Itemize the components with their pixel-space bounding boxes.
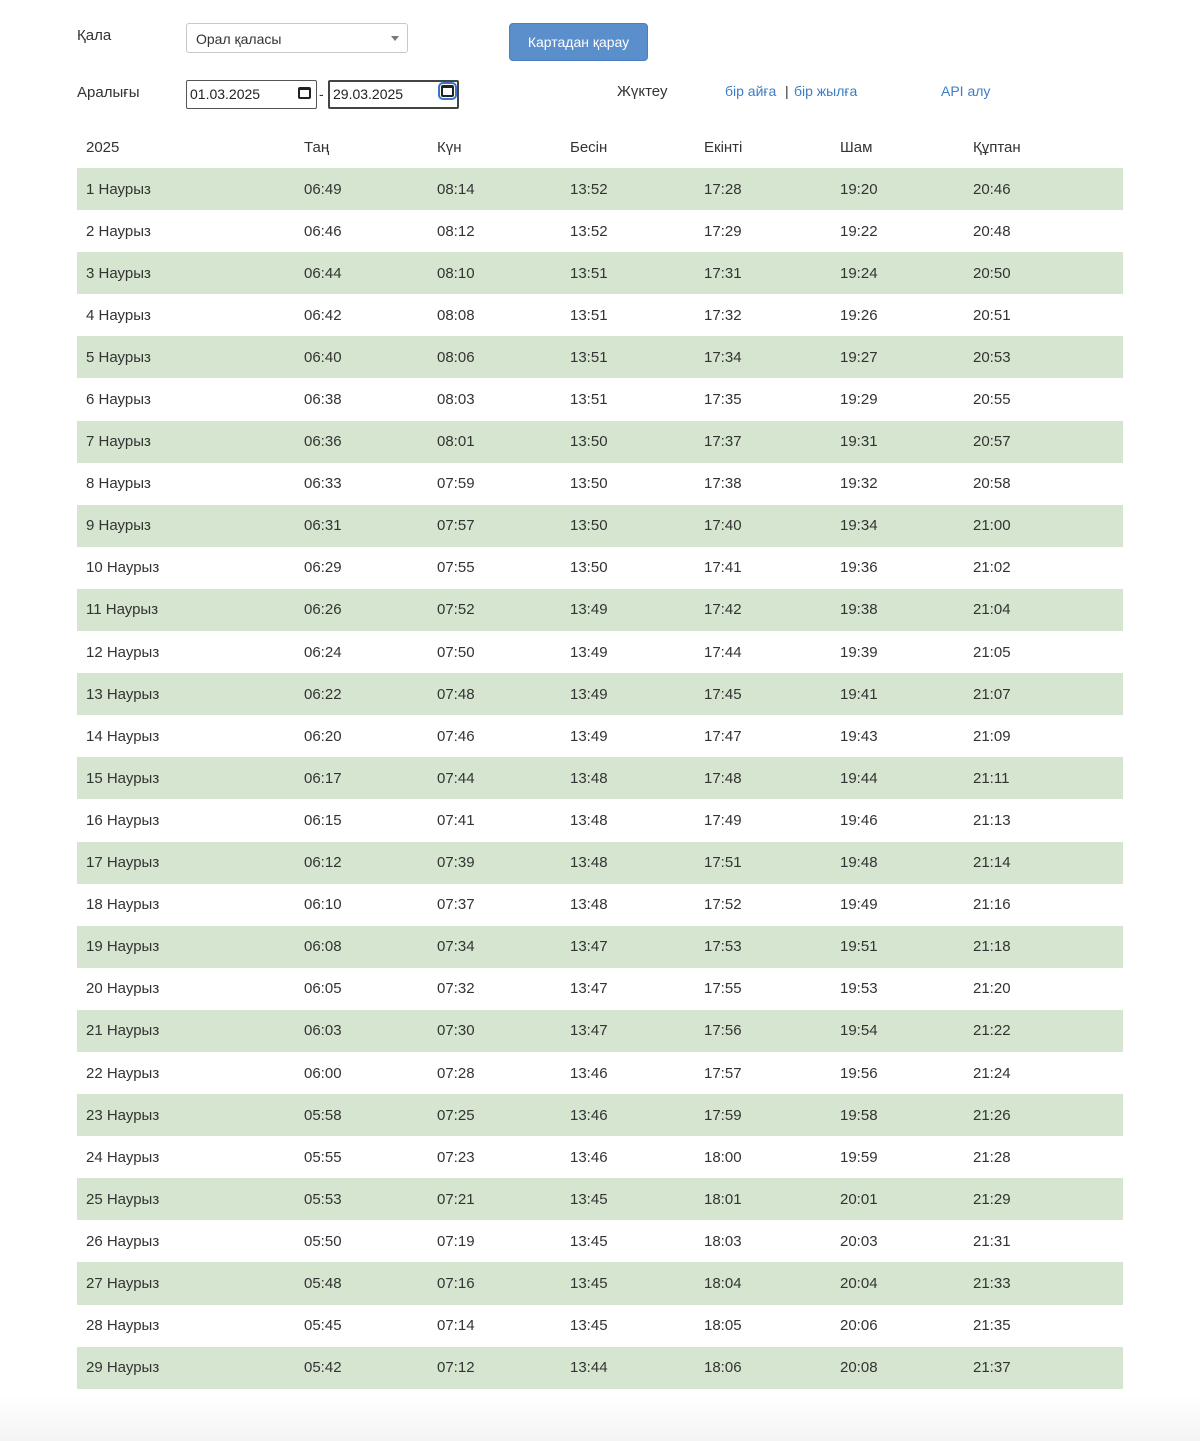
date-cell: 11 Наурыз (86, 601, 159, 619)
sham-cell: 19:53 (840, 980, 878, 998)
date-cell: 25 Наурыз (86, 1190, 160, 1208)
kun-cell: 07:30 (437, 1022, 475, 1040)
date-cell: 20 Наурыз (86, 980, 160, 998)
sham-cell: 19:20 (840, 180, 878, 198)
tan-cell: 05:53 (304, 1190, 342, 1208)
besin-cell: 13:49 (570, 643, 608, 661)
date-from-value: 01.03.2025 (190, 86, 261, 102)
kun-cell: 07:48 (437, 685, 475, 703)
kuptan-cell: 21:14 (973, 854, 1011, 872)
city-select-value: Орал қаласы (196, 31, 282, 47)
download-year-link[interactable]: бір жылға (794, 83, 858, 99)
ekinti-cell: 18:05 (704, 1317, 742, 1335)
kuptan-cell: 21:16 (973, 896, 1011, 914)
besin-cell: 13:48 (570, 811, 608, 829)
kun-cell: 07:55 (437, 559, 475, 577)
download-links-separator: | (785, 83, 789, 99)
besin-cell: 13:51 (570, 391, 608, 409)
date-to-input[interactable] (328, 80, 459, 109)
kuptan-cell: 21:33 (973, 1274, 1011, 1292)
besin-cell: 13:46 (570, 1106, 608, 1124)
table-row (77, 505, 1123, 547)
table-row (77, 799, 1123, 841)
tan-cell: 06:24 (304, 643, 342, 661)
ekinti-cell: 17:34 (704, 348, 742, 366)
sham-cell: 19:32 (840, 475, 878, 493)
besin-cell: 13:46 (570, 1148, 608, 1166)
view-on-map-button[interactable]: Картадан қарау (509, 23, 648, 61)
besin-cell: 13:44 (570, 1359, 608, 1377)
date-from-input[interactable] (186, 80, 317, 109)
ekinti-cell: 17:41 (704, 559, 742, 577)
date-cell: 12 Наурыз (86, 643, 160, 661)
tan-cell: 06:49 (304, 180, 342, 198)
ekinti-cell: 18:01 (704, 1190, 742, 1208)
date-cell: 1 Наурыз (86, 180, 151, 198)
kun-cell: 07:23 (437, 1148, 475, 1166)
sham-cell: 19:59 (840, 1148, 878, 1166)
table-row (77, 294, 1123, 336)
ekinti-cell: 18:00 (704, 1148, 742, 1166)
date-cell: 22 Наурыз (86, 1064, 160, 1082)
kun-cell: 07:19 (437, 1232, 475, 1250)
ekinti-cell: 17:35 (704, 391, 742, 409)
tan-cell: 06:17 (304, 769, 342, 787)
table-row (77, 547, 1123, 589)
date-cell: 23 Наурыз (86, 1106, 160, 1124)
besin-cell: 13:47 (570, 1022, 608, 1040)
table-row (77, 1136, 1123, 1178)
table-row (77, 252, 1123, 294)
ekinti-cell: 17:49 (704, 811, 742, 829)
kuptan-cell: 20:57 (973, 433, 1011, 451)
kun-cell: 07:44 (437, 769, 475, 787)
date-cell: 15 Наурыз (86, 769, 160, 787)
city-label: Қала (77, 27, 112, 44)
besin-cell: 13:50 (570, 433, 608, 451)
kun-cell: 07:21 (437, 1190, 475, 1208)
sham-cell: 20:01 (840, 1190, 878, 1208)
sham-cell: 19:41 (840, 685, 878, 703)
besin-cell: 13:45 (570, 1190, 608, 1208)
tan-cell: 06:10 (304, 896, 342, 914)
header-sham: Шам (840, 138, 873, 156)
date-cell: 28 Наурыз (86, 1317, 160, 1335)
sham-cell: 20:03 (840, 1232, 878, 1250)
tan-cell: 05:50 (304, 1232, 342, 1250)
ekinti-cell: 18:06 (704, 1359, 742, 1377)
ekinti-cell: 17:44 (704, 643, 742, 661)
table-row (77, 589, 1123, 631)
besin-cell: 13:50 (570, 559, 608, 577)
table-row (77, 463, 1123, 505)
sham-cell: 20:04 (840, 1274, 878, 1292)
kuptan-cell: 21:22 (973, 1022, 1011, 1040)
table-row (77, 1010, 1123, 1052)
tan-cell: 06:46 (304, 222, 342, 240)
tan-cell: 05:42 (304, 1359, 342, 1377)
besin-cell: 13:51 (570, 264, 608, 282)
date-cell: 18 Наурыз (86, 896, 160, 914)
kuptan-cell: 21:29 (973, 1190, 1011, 1208)
kun-cell: 08:08 (437, 306, 475, 324)
date-cell: 4 Наурыз (86, 306, 151, 324)
tan-cell: 06:00 (304, 1064, 342, 1082)
kuptan-cell: 20:53 (973, 348, 1011, 366)
kun-cell: 08:03 (437, 391, 475, 409)
date-cell: 5 Наурыз (86, 348, 151, 366)
sham-cell: 19:51 (840, 938, 878, 956)
table-row (77, 757, 1123, 799)
besin-cell: 13:52 (570, 180, 608, 198)
besin-cell: 13:48 (570, 896, 608, 914)
sham-cell: 19:24 (840, 264, 878, 282)
ekinti-cell: 17:48 (704, 769, 742, 787)
prayer-times-table (77, 126, 1123, 1389)
kun-cell: 08:14 (437, 180, 475, 198)
header-kun: Күн (437, 138, 462, 156)
ekinti-cell: 17:42 (704, 601, 742, 619)
date-cell: 14 Наурыз (86, 727, 160, 745)
kuptan-cell: 20:48 (973, 222, 1011, 240)
tan-cell: 05:58 (304, 1106, 342, 1124)
kun-cell: 07:28 (437, 1064, 475, 1082)
kuptan-cell: 21:28 (973, 1148, 1011, 1166)
table-row (77, 631, 1123, 673)
date-cell: 16 Наурыз (86, 811, 160, 829)
kuptan-cell: 21:11 (973, 769, 1010, 787)
ekinti-cell: 17:59 (704, 1106, 742, 1124)
date-cell: 21 Наурыз (86, 1022, 160, 1040)
date-cell: 6 Наурыз (86, 391, 151, 409)
besin-cell: 13:48 (570, 769, 608, 787)
tan-cell: 06:31 (304, 517, 342, 535)
ekinti-cell: 17:53 (704, 938, 742, 956)
tan-cell: 06:42 (304, 306, 342, 324)
date-cell: 8 Наурыз (86, 475, 151, 493)
kuptan-cell: 21:18 (973, 938, 1011, 956)
table-row (77, 968, 1123, 1010)
tan-cell: 06:29 (304, 559, 342, 577)
kun-cell: 08:10 (437, 264, 475, 282)
calendar-icon[interactable] (441, 85, 454, 97)
besin-cell: 13:45 (570, 1317, 608, 1335)
table-row (77, 210, 1123, 252)
header-besin: Бесін (570, 138, 608, 156)
calendar-icon[interactable] (298, 87, 311, 99)
kuptan-cell: 21:35 (973, 1317, 1011, 1335)
besin-cell: 13:49 (570, 685, 608, 703)
date-range-separator: - (319, 86, 324, 102)
date-cell: 17 Наурыз (86, 854, 160, 872)
tan-cell: 06:05 (304, 980, 342, 998)
kuptan-cell: 20:58 (973, 475, 1011, 493)
table-row (77, 1305, 1123, 1347)
date-cell: 7 Наурыз (86, 433, 151, 451)
kuptan-cell: 21:04 (973, 601, 1011, 619)
kuptan-cell: 21:26 (973, 1106, 1011, 1124)
kun-cell: 07:32 (437, 980, 475, 998)
tan-cell: 06:44 (304, 264, 342, 282)
kun-cell: 07:25 (437, 1106, 475, 1124)
date-cell: 9 Наурыз (86, 517, 151, 535)
kuptan-cell: 20:50 (973, 264, 1011, 282)
download-month-link[interactable]: бір айға (725, 83, 777, 99)
besin-cell: 13:47 (570, 980, 608, 998)
ekinti-cell: 17:32 (704, 306, 742, 324)
besin-cell: 13:48 (570, 854, 608, 872)
kun-cell: 07:50 (437, 643, 475, 661)
range-label: Аралығы (77, 84, 140, 101)
kuptan-cell: 21:20 (973, 980, 1011, 998)
kun-cell: 07:59 (437, 475, 475, 493)
city-select[interactable] (186, 23, 408, 53)
kuptan-cell: 21:05 (973, 643, 1011, 661)
sham-cell: 19:49 (840, 896, 878, 914)
ekinti-cell: 17:57 (704, 1064, 742, 1082)
ekinti-cell: 17:40 (704, 517, 742, 535)
sham-cell: 19:56 (840, 1064, 878, 1082)
kuptan-cell: 21:00 (973, 517, 1011, 535)
tan-cell: 06:20 (304, 727, 342, 745)
sham-cell: 20:06 (840, 1317, 878, 1335)
kuptan-cell: 20:51 (973, 306, 1011, 324)
ekinti-cell: 17:56 (704, 1022, 742, 1040)
ekinti-cell: 17:31 (704, 264, 742, 282)
table-row (77, 926, 1123, 968)
kun-cell: 08:12 (437, 222, 475, 240)
sham-cell: 19:43 (840, 727, 878, 745)
kuptan-cell: 21:02 (973, 559, 1011, 577)
header-ekinti: Екінті (704, 138, 743, 156)
ekinti-cell: 17:55 (704, 980, 742, 998)
kuptan-cell: 21:09 (973, 727, 1011, 745)
ekinti-cell: 18:03 (704, 1232, 742, 1250)
kuptan-cell: 21:07 (973, 685, 1011, 703)
kuptan-cell: 21:31 (973, 1232, 1011, 1250)
sham-cell: 19:31 (840, 433, 878, 451)
besin-cell: 13:46 (570, 1064, 608, 1082)
sham-cell: 19:26 (840, 306, 878, 324)
ekinti-cell: 17:38 (704, 475, 742, 493)
table-row (77, 673, 1123, 715)
date-cell: 26 Наурыз (86, 1232, 160, 1250)
tan-cell: 06:38 (304, 391, 342, 409)
besin-cell: 13:49 (570, 727, 608, 745)
kuptan-cell: 20:55 (973, 391, 1011, 409)
besin-cell: 13:45 (570, 1232, 608, 1250)
kun-cell: 08:06 (437, 348, 475, 366)
header-kuptan: Құптан (973, 138, 1021, 156)
kun-cell: 07:16 (437, 1274, 475, 1292)
kun-cell: 07:52 (437, 601, 475, 619)
sham-cell: 20:08 (840, 1359, 878, 1377)
sham-cell: 19:46 (840, 811, 878, 829)
table-row (77, 884, 1123, 926)
sham-cell: 19:44 (840, 769, 878, 787)
table-header-row (77, 126, 1123, 168)
tan-cell: 05:55 (304, 1148, 342, 1166)
table-row (77, 1347, 1123, 1389)
tan-cell: 05:45 (304, 1317, 342, 1335)
ekinti-cell: 17:28 (704, 180, 742, 198)
sham-cell: 19:36 (840, 559, 878, 577)
ekinti-cell: 17:37 (704, 433, 742, 451)
date-cell: 13 Наурыз (86, 685, 160, 703)
table-row (77, 842, 1123, 884)
sham-cell: 19:29 (840, 391, 878, 409)
sham-cell: 19:58 (840, 1106, 878, 1124)
api-link[interactable]: API алу (941, 83, 991, 99)
ekinti-cell: 17:29 (704, 222, 742, 240)
kun-cell: 07:34 (437, 938, 475, 956)
besin-cell: 13:52 (570, 222, 608, 240)
tan-cell: 05:48 (304, 1274, 342, 1292)
kun-cell: 07:12 (437, 1359, 475, 1377)
kun-cell: 07:46 (437, 727, 475, 745)
kun-cell: 07:39 (437, 854, 475, 872)
kun-cell: 07:57 (437, 517, 475, 535)
sham-cell: 19:54 (840, 1022, 878, 1040)
table-row (77, 1094, 1123, 1136)
date-cell: 19 Наурыз (86, 938, 160, 956)
table-row (77, 1262, 1123, 1304)
tan-cell: 06:22 (304, 685, 342, 703)
tan-cell: 06:40 (304, 348, 342, 366)
sham-cell: 19:39 (840, 643, 878, 661)
table-row (77, 1178, 1123, 1220)
kuptan-cell: 20:46 (973, 180, 1011, 198)
table-row (77, 715, 1123, 757)
table-row (77, 378, 1123, 420)
besin-cell: 13:45 (570, 1274, 608, 1292)
ekinti-cell: 17:47 (704, 727, 742, 745)
kuptan-cell: 21:13 (973, 811, 1011, 829)
table-body (77, 168, 1123, 1389)
besin-cell: 13:50 (570, 475, 608, 493)
ekinti-cell: 17:52 (704, 896, 742, 914)
table-row (77, 336, 1123, 378)
kun-cell: 07:37 (437, 896, 475, 914)
date-cell: 29 Наурыз (86, 1359, 160, 1377)
besin-cell: 13:51 (570, 306, 608, 324)
table-row (77, 421, 1123, 463)
kun-cell: 08:01 (437, 433, 475, 451)
ekinti-cell: 17:51 (704, 854, 742, 872)
date-cell: 3 Наурыз (86, 264, 151, 282)
kun-cell: 07:14 (437, 1317, 475, 1335)
ekinti-cell: 17:45 (704, 685, 742, 703)
besin-cell: 13:49 (570, 601, 608, 619)
sham-cell: 19:34 (840, 517, 878, 535)
date-cell: 24 Наурыз (86, 1148, 160, 1166)
besin-cell: 13:50 (570, 517, 608, 535)
besin-cell: 13:47 (570, 938, 608, 956)
date-to-value: 29.03.2025 (333, 86, 404, 102)
chevron-down-icon (391, 36, 399, 41)
kuptan-cell: 21:37 (973, 1359, 1011, 1377)
tan-cell: 06:15 (304, 811, 342, 829)
tan-cell: 06:12 (304, 854, 342, 872)
table-row (77, 1220, 1123, 1262)
tan-cell: 06:36 (304, 433, 342, 451)
date-cell: 2 Наурыз (86, 222, 151, 240)
download-label: Жүктеу (617, 83, 668, 100)
kun-cell: 07:41 (437, 811, 475, 829)
header-tan: Таң (304, 138, 330, 156)
date-cell: 10 Наурыз (86, 559, 160, 577)
kuptan-cell: 21:24 (973, 1064, 1011, 1082)
sham-cell: 19:27 (840, 348, 878, 366)
tan-cell: 06:26 (304, 601, 342, 619)
sham-cell: 19:48 (840, 854, 878, 872)
tan-cell: 06:08 (304, 938, 342, 956)
besin-cell: 13:51 (570, 348, 608, 366)
ekinti-cell: 18:04 (704, 1274, 742, 1292)
sham-cell: 19:38 (840, 601, 878, 619)
table-row (77, 168, 1123, 210)
tan-cell: 06:03 (304, 1022, 342, 1040)
header-year: 2025 (86, 138, 120, 156)
table-row (77, 1052, 1123, 1094)
date-cell: 27 Наурыз (86, 1274, 160, 1292)
sham-cell: 19:22 (840, 222, 878, 240)
tan-cell: 06:33 (304, 475, 342, 493)
